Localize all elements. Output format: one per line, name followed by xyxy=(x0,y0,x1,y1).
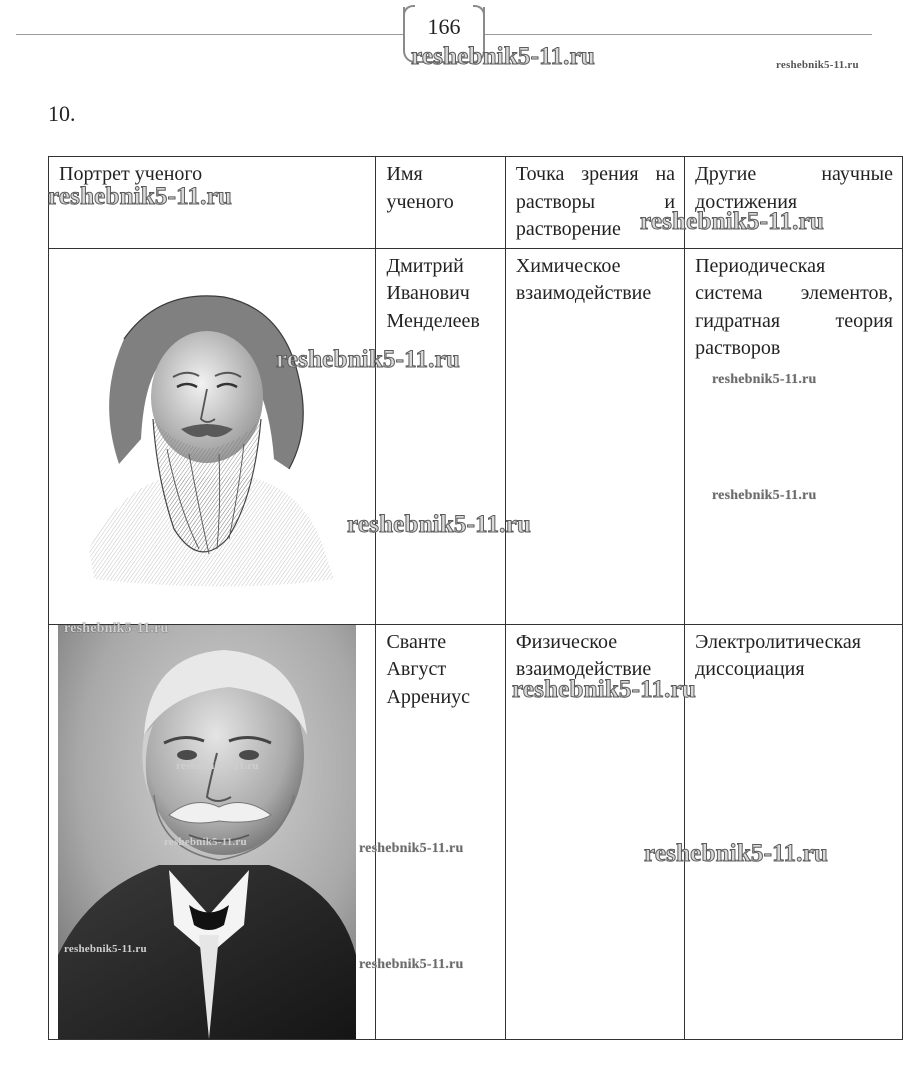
arrhenius-portrait-icon xyxy=(49,625,365,1039)
watermark: reshebnik5-11.ru xyxy=(48,183,233,210)
watermark-small: reshebnik5-11.ru xyxy=(164,836,247,848)
view-cell-arrhenius xyxy=(505,624,684,1039)
watermark: reshebnik5-11.ru xyxy=(640,208,825,235)
name-cell-arrhenius xyxy=(376,624,505,1039)
header-view-label: Точка зрения на растворы и растворение xyxy=(515,163,676,240)
other-cell-arrhenius xyxy=(685,624,903,1039)
scientist-achievements: Электролитическая диссоциация xyxy=(695,630,861,680)
header-portrait xyxy=(49,157,376,249)
portrait-cell-mendeleev xyxy=(49,248,376,624)
table-row xyxy=(49,624,903,1039)
scientist-achievements: Периодическая система элементов, гидратная теория растворов xyxy=(695,254,893,359)
view-cell-mendeleev xyxy=(505,248,684,624)
name-cell-mendeleev xyxy=(376,248,505,624)
watermark-small: reshebnik5-11.ru xyxy=(64,943,147,955)
portrait-cell-arrhenius xyxy=(49,624,376,1039)
watermark: reshebnik5-11.ru xyxy=(347,511,532,538)
watermark-small: reshebnik5-11.ru xyxy=(776,59,859,71)
page-header-rule-right xyxy=(482,34,872,35)
header-name xyxy=(376,157,505,249)
table-header-row xyxy=(49,157,903,249)
scientist-view: Физическое взаимодействие xyxy=(515,630,652,680)
watermark: reshebnik5-11.ru xyxy=(411,43,596,70)
header-other-label: Другие научные достижения xyxy=(695,163,893,213)
header-view xyxy=(505,157,684,249)
watermark: reshebnik5-11.ru xyxy=(512,676,697,703)
header-portrait-label: Портрет ученого xyxy=(59,163,203,185)
mendeleev-portrait-icon xyxy=(49,249,365,624)
watermark-small: reshebnik5-11.ru xyxy=(359,841,464,856)
watermark-small: reshebnik5-11.ru xyxy=(64,621,169,636)
watermark-small: reshebnik5-11.ru xyxy=(176,760,259,772)
watermark-small: reshebnik5-11.ru xyxy=(359,957,464,972)
watermark: reshebnik5-11.ru xyxy=(644,840,829,867)
scientists-table xyxy=(48,156,903,1040)
scientist-view: Химическое взаимодействие xyxy=(515,254,652,304)
watermark: reshebnik5-11.ru xyxy=(276,346,461,373)
other-cell-mendeleev xyxy=(685,248,903,624)
watermark-small: reshebnik5-11.ru xyxy=(712,488,817,503)
task-number: 10. xyxy=(48,101,76,126)
header-name-label: Имя ученого xyxy=(386,163,454,213)
watermark-small: reshebnik5-11.ru xyxy=(712,372,817,387)
scientist-name: Дмитрий Иванович Менделеев xyxy=(386,254,480,332)
scientist-name: Сванте Август Аррениус xyxy=(386,630,471,708)
page-number: 166 xyxy=(427,14,461,39)
header-other xyxy=(685,157,903,249)
page-header-rule-left xyxy=(16,34,404,35)
table-row xyxy=(49,248,903,624)
